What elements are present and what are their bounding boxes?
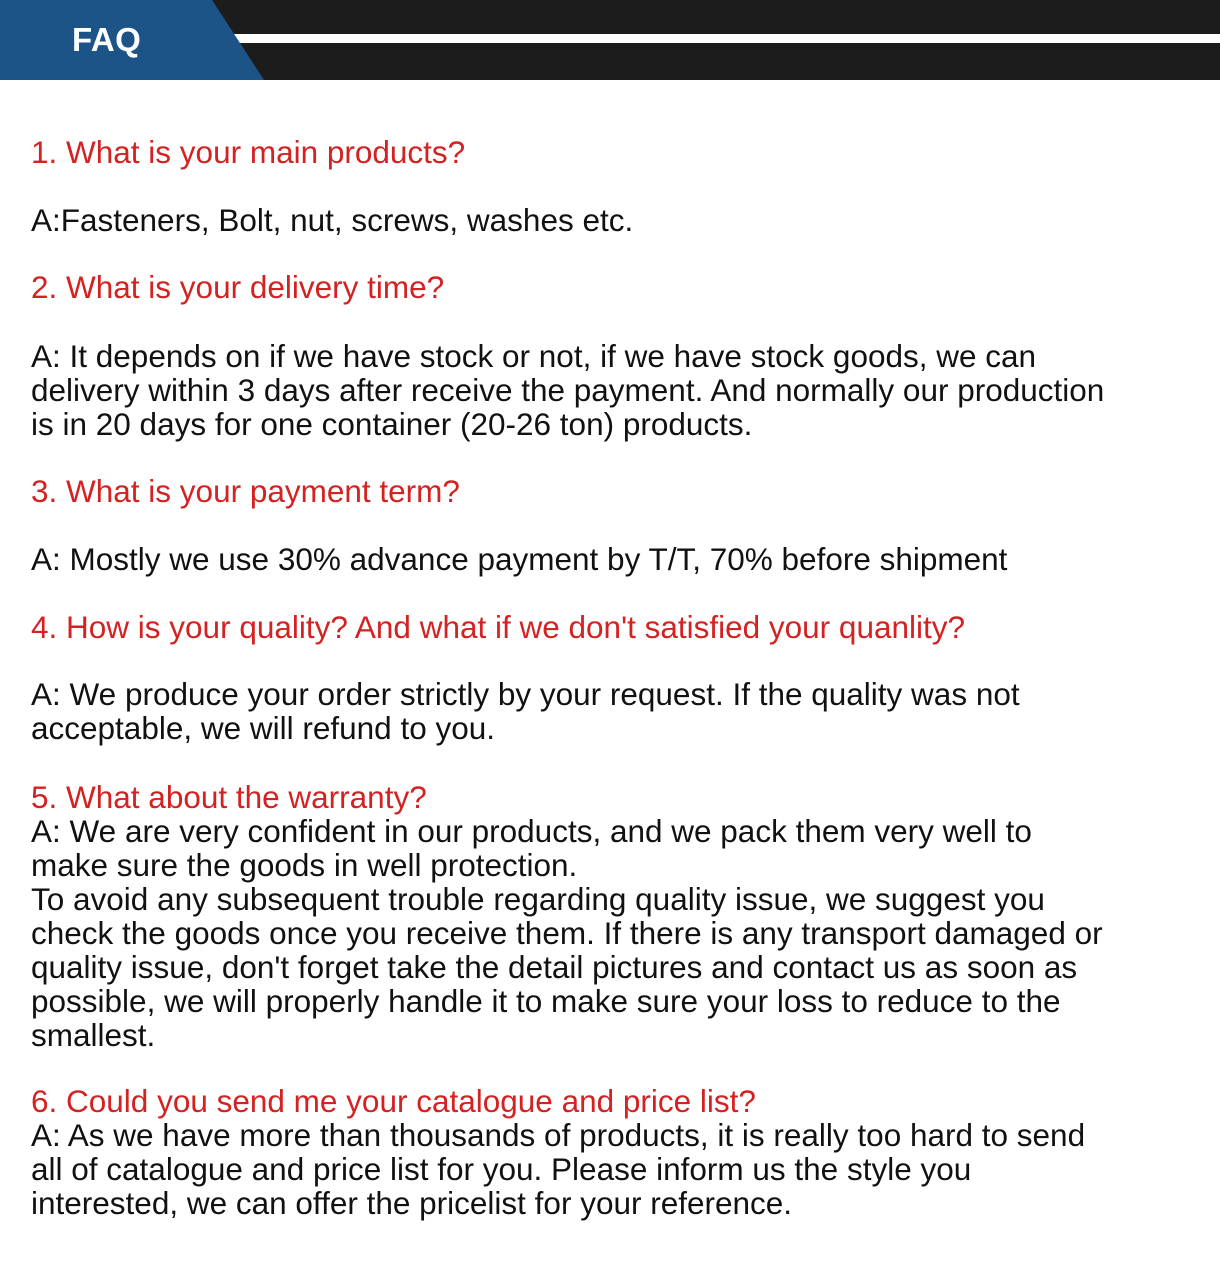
faq-answer-2: A: It depends on if we have stock or not, if we have stock goods, we can delivery within 3 days after receive the payment. And normally our production is in 20 days for one container (20-26 ton) products. (31, 338, 1105, 442)
faq-question-1: 1. What is your main products? (31, 134, 466, 170)
page-title: FAQ (72, 21, 142, 58)
faq-question-5: 5. What about the warranty? (31, 779, 427, 815)
faq-question-4: 4. How is your quality? And what if we don't satisfied your quanlity? (31, 609, 966, 645)
faq-header-banner (0, 0, 1220, 80)
faq-answer-3: A: Mostly we use 30% advance payment by T/T, 70% before shipment (31, 541, 1008, 577)
faq-answer-5: A: We are very confident in our products, and we pack them very well to make sure the goods in well protection. To avoid any subsequent trouble regarding quality issue, we suggest you check the goods once you receive them. If there is any transport damaged or quality issue, don't forget take the detail pictures and contact us as soon as possible, we will properly handle it to make sure your loss to reduce to the smallest. (31, 813, 1103, 1053)
faq-answer-4: A: We produce your order strictly by your request. If the quality was not acceptable, we will refund to you. (31, 676, 1020, 746)
faq-answer-6: A: As we have more than thousands of products, it is really too hard to send all of catalogue and price list for you. Please inform us the style you interested, we can offer the pricelist for your reference. (31, 1117, 1086, 1221)
faq-question-3: 3. What is your payment term? (31, 473, 460, 509)
header-stripe (230, 34, 1220, 43)
faq-question-2: 2. What is your delivery time? (31, 269, 445, 305)
faq-answer-1: A:Fasteners, Bolt, nut, screws, washes etc. (31, 202, 634, 238)
faq-question-6: 6. Could you send me your catalogue and price list? (31, 1083, 756, 1119)
